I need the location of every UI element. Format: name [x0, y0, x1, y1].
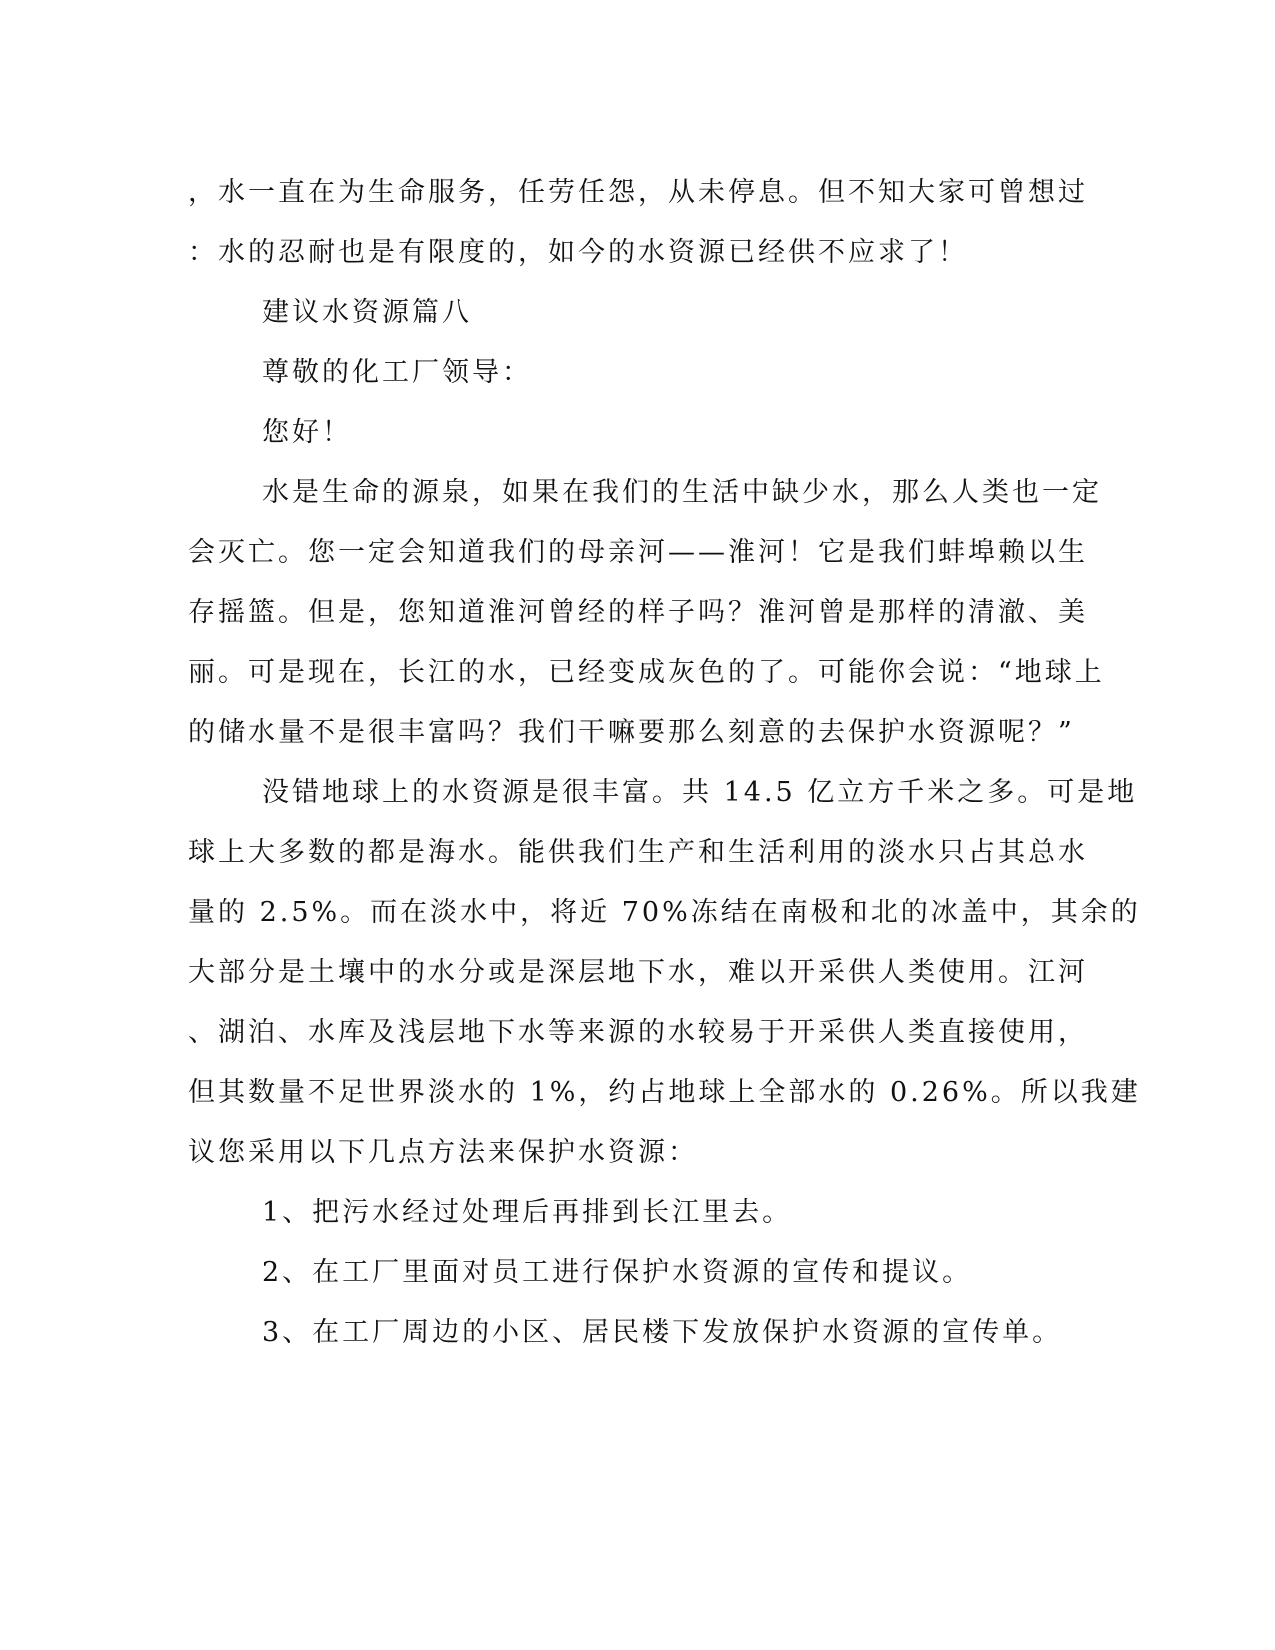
greeting: 您好！ [262, 417, 352, 448]
list-item: 2、在工厂里面对员工进行保护水资源的宣传和提议。 [262, 1257, 973, 1288]
text-line: 水是生命的源泉，如果在我们的生活中缺少水，那么人类也一定 [262, 477, 1102, 508]
text-line: 大部分是土壤中的水分或是深层地下水，难以开采供人类使用。江河 [188, 957, 1088, 988]
text-line: 丽。可是现在，长江的水，已经变成灰色的了。可能你会说：“地球上 [188, 657, 1105, 688]
section-heading: 建议水资源篇八 [262, 297, 472, 328]
text-line: 的储水量不是很丰富吗？我们干嘛要那么刻意的去保护水资源呢？” [188, 717, 1075, 748]
text-line: 球上大多数的都是海水。能供我们生产和生活利用的淡水只占其总水 [188, 837, 1088, 868]
text-line: 存摇篮。但是，您知道淮河曾经的样子吗？淮河曾是那样的清澈、美 [188, 597, 1088, 628]
document-body [188, 163, 1141, 1363]
list-item: 1、把污水经过处理后再排到长江里去。 [262, 1197, 793, 1228]
text-line: 没错地球上的水资源是很丰富。共 14.5 亿立方千米之多。可是地 [262, 777, 1138, 808]
text-line: 量的 2.5%。而在淡水中，将近 70%冻结在南极和北的冰盖中，其余的 [188, 897, 1141, 928]
list-item: 3、在工厂周边的小区、居民楼下发放保护水资源的宣传单。 [262, 1317, 1063, 1348]
text-line: 、湖泊、水库及浅层地下水等来源的水较易于开采供人类直接使用， [188, 1017, 1088, 1048]
text-line: ，水一直在为生命服务，任劳任怨，从未停息。但不知大家可曾想过 [188, 177, 1088, 208]
salutation: 尊敬的化工厂领导： [262, 357, 532, 388]
text-line: 会灭亡。您一定会知道我们的母亲河——淮河！它是我们蚌埠赖以生 [188, 537, 1088, 568]
text-line: ：水的忍耐也是有限度的，如今的水资源已经供不应求了！ [188, 237, 968, 268]
text-line: 但其数量不足世界淡水的 1%，约占地球上全部水的 0.26%。所以我建 [188, 1077, 1141, 1108]
text-line: 议您采用以下几点方法来保护水资源： [188, 1137, 698, 1168]
